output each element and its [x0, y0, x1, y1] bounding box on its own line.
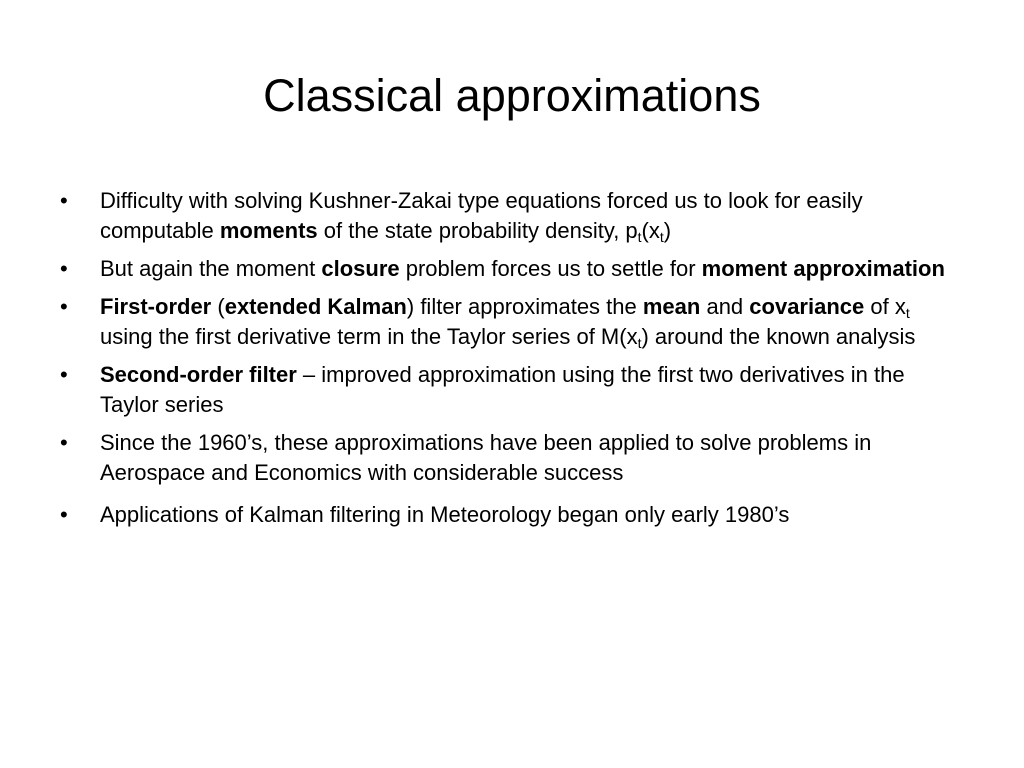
bullet-icon: • [60, 256, 68, 281]
bullet-emphasis: Second-order filter [100, 362, 297, 387]
bullet-emphasis: closure [321, 256, 400, 281]
bullet-text: ) around the known analysis [641, 324, 916, 349]
bullet-text: Since the 1960’s, these approximations have been applied to solve problems in Aerospace and Economics with considerable success [100, 430, 872, 485]
bullet-list [60, 186, 960, 538]
bullet-text: But again the moment [100, 256, 322, 281]
bullet-text: using the first derivative term in the Taylor series of M(x [100, 324, 638, 349]
slide-title: Classical approximations [263, 70, 761, 121]
bullet-text: and [700, 294, 750, 319]
subscript: t [637, 335, 642, 351]
bullet-text: ) [663, 218, 672, 243]
bullet-item-6 [60, 500, 960, 530]
bullet-text: – improved approximation using the first two derivatives in the Taylor series [100, 362, 905, 417]
bullet-item-4 [60, 360, 960, 420]
bullet-text: (x [641, 218, 660, 243]
bullet-text: of x [864, 294, 906, 319]
bullet-item-5 [60, 428, 960, 488]
bullet-text: of the state probability density, p [317, 218, 638, 243]
bullet-item-1 [60, 186, 960, 246]
bullet-icon: • [60, 362, 68, 387]
bullet-text: problem forces us to settle for [399, 256, 702, 281]
bullet-item-3 [60, 292, 960, 352]
bullet-emphasis: mean [642, 294, 701, 319]
bullet-icon: • [60, 430, 68, 455]
bullet-text: Applications of Kalman filtering in Meteorology began only early 1980’s [100, 502, 790, 527]
bullet-icon: • [60, 294, 68, 319]
bullet-emphasis: covariance [749, 294, 865, 319]
bullet-item-2 [60, 254, 960, 284]
bullet-text: ) filter approximates the [406, 294, 643, 319]
bullet-emphasis: moments [219, 218, 318, 243]
bullet-emphasis: First-order [100, 294, 212, 319]
bullet-emphasis: moment approximation [701, 256, 945, 281]
bullet-text: ( [211, 294, 225, 319]
bullet-icon: • [60, 188, 68, 213]
bullet-icon: • [60, 502, 68, 527]
subscript: t [905, 305, 910, 321]
bullet-emphasis: extended Kalman [224, 294, 407, 319]
bullet-text: Difficulty with solving Kushner-Zakai type equations forced us to look for easily computable [100, 188, 863, 243]
subscript: t [637, 229, 642, 245]
subscript: t [659, 229, 664, 245]
